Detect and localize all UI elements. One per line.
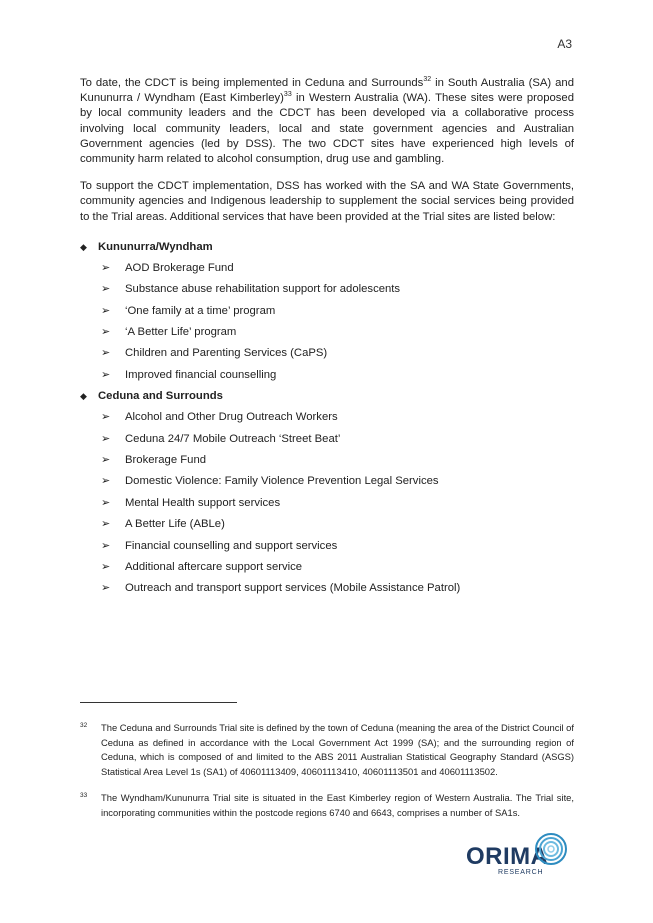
footnote-text: The Ceduna and Surrounds Trial site is defined by the town of Ceduna (meaning the area of the District Council of Ceduna as defined in accordance with the Local Government Act 1999 (SA); and the surrounding region of Ceduna, which is composed of and limited to the ABS 2011 Australian Statistical Geography Standard (ASGS) Statistical Area Level 1s (SA1) of 40601113409, 40601113410, 40601113501 and 40601113502. xyxy=(101,722,574,777)
list-item: ➢ AOD Brokerage Fund xyxy=(80,258,574,279)
arrow-bullet-icon: ➢ xyxy=(101,261,111,274)
list-item: ➢ A Better Life (ABLe) xyxy=(80,514,574,535)
footnote-text: The Wyndham/Kununurra Trial site is situated in the East Kimberley region of Western Australia. The Trial site, incorporating communities within the postcode regions 6740 and 6643, comprises a number of SA1s. xyxy=(101,792,574,818)
arrow-bullet-icon: ➢ xyxy=(101,304,111,317)
diamond-bullet-icon: ◆ xyxy=(80,241,87,252)
list-item: ➢ Brokerage Fund xyxy=(80,450,574,471)
logo-tagline: RESEARCH xyxy=(498,869,544,876)
section-title: Ceduna and Surrounds xyxy=(98,390,223,403)
footnotes xyxy=(80,721,574,833)
section-ceduna xyxy=(80,386,574,600)
footnote-ref-32[interactable]: 32 xyxy=(423,76,432,84)
arrow-bullet-icon: ➢ xyxy=(101,411,111,424)
list-item: ➢ Substance abuse rehabilitation support for adolescents xyxy=(80,279,574,300)
list-item: ➢ Mental Health support services xyxy=(80,493,574,514)
footnote-divider xyxy=(80,702,237,703)
arrow-bullet-icon: ➢ xyxy=(101,539,111,552)
list-item: ➢ Ceduna 24/7 Mobile Outreach ‘Street Beat’ xyxy=(80,429,574,450)
arrow-bullet-icon: ➢ xyxy=(101,475,111,488)
footnote-ref-33[interactable]: 33 xyxy=(283,91,292,99)
concentric-circles-icon xyxy=(534,832,568,866)
list-item: ➢ ‘A Better Life’ program xyxy=(80,322,574,343)
list-item: ➢ Additional aftercare support service xyxy=(80,557,574,578)
section-title: Kununurra/Wyndham xyxy=(98,240,213,253)
list-item: ➢ Outreach and transport support services (Mobile Assistance Patrol) xyxy=(80,578,574,599)
list-item: ➢ ‘One family at a time’ program xyxy=(80,301,574,322)
arrow-bullet-icon: ➢ xyxy=(101,283,111,296)
arrow-bullet-icon: ➢ xyxy=(101,496,111,509)
list-item: ➢ Financial counselling and support services xyxy=(80,536,574,557)
footnote-33 xyxy=(80,791,574,820)
list-item: ➢ Alcohol and Other Drug Outreach Workers xyxy=(80,407,574,428)
arrow-bullet-icon: ➢ xyxy=(101,518,111,531)
list-item: ➢ Children and Parenting Services (CaPS) xyxy=(80,343,574,364)
main-content xyxy=(80,76,574,600)
support-paragraph: To support the CDCT implementation, DSS has worked with the SA and WA State Governments, community agencies and Indigenous leadership to supplement the social services being provided to the Trial areas. Additional services that have been provided at the Trial sites are listed below: xyxy=(80,180,574,223)
arrow-bullet-icon: ➢ xyxy=(101,432,111,445)
footnote-number: 33 xyxy=(80,792,88,800)
section-kununurra xyxy=(80,237,574,386)
list-item: ➢ Improved financial counselling xyxy=(80,365,574,386)
orima-logo xyxy=(460,832,570,882)
list-item: ➢ Domestic Violence: Family Violence Prevention Legal Services xyxy=(80,471,574,492)
footnote-32 xyxy=(80,721,574,779)
page-number: A3 xyxy=(557,37,572,51)
arrow-bullet-icon: ➢ xyxy=(101,347,111,360)
logo-wordmark: ORIMA xyxy=(466,843,549,870)
diamond-bullet-icon: ◆ xyxy=(80,391,87,402)
footnote-number: 32 xyxy=(80,722,88,729)
arrow-bullet-icon: ➢ xyxy=(101,368,111,381)
arrow-bullet-icon: ➢ xyxy=(101,454,111,467)
arrow-bullet-icon: ➢ xyxy=(101,326,111,339)
arrow-bullet-icon: ➢ xyxy=(101,561,111,573)
arrow-bullet-icon: ➢ xyxy=(101,582,111,595)
intro-paragraph: To date, the CDCT is being implemented in Ceduna and Surrounds$^{32}$ in South Australia (SA) and Kununurra / Wyndham (East Kimberley)$^{33}$ in Western Australia (WA). These sites were proposed by local community leaders and the CDCT has been developed via a collaborative process involving local community leaders, local and state government agencies and Australian Government agencies (led by DSS). The two CDCT sites have experienced high levels of community harm related to alcohol consumption, drug use and gambling. xyxy=(80,76,574,166)
